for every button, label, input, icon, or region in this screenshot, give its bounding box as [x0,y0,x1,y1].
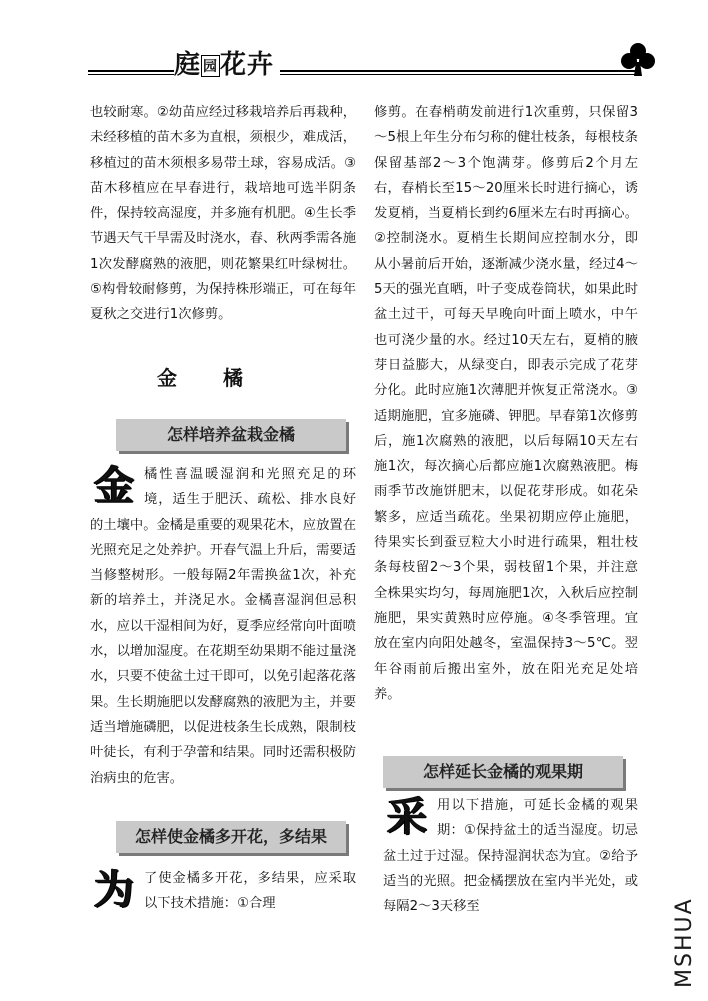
drop-cap-1: 金 [94,462,134,509]
article-title: 金橘 [157,366,289,390]
section-body-1 [90,462,356,791]
section-body-2 [90,866,356,917]
section-heading-2: 怎样使金橘多开花，多结果 [116,821,346,853]
club-icon [618,40,658,80]
title-big-char: 庭 [174,50,202,80]
section-title [174,44,274,81]
section-body-3 [383,793,638,919]
left-column-continuation [90,100,356,328]
drop-cap-2: 为 [94,866,134,913]
title-boxed-char: 园 [201,55,220,77]
title-rest: 花卉 [220,50,275,80]
section-text-3: 用以下措施，可延长金橘的观果期：①保持盆土的适当湿度。切忌盆土过于过湿。保持湿润状态为宜。②给予适当的光照。把金橘摆放在室内半光处，或每隔2～3天移至 [383,798,638,915]
header-rule-right-thin [280,74,640,75]
page-header [88,40,668,96]
right-paragraph: 修剪。在春梢萌发前进行1次重剪，只保留3～5根上年生分布匀称的健壮枝条，每根枝条保留基部2～3个饱满芽。修剪后2个月左右，春梢长至15～20厘米长时进行摘心，诱发夏梢，当夏梢长到约6厘米左右时再摘心。②控制浇水。夏梢生长期间应控制水分，即从小暑前后开始，逐渐减少浇水量，经过4～5天的强光直晒，叶子变成卷筒状，如果此时盆土过干，可每天早晚向叶面上喷水，中午也可浇少量的水。经过10天左右，夏梢的腋芽日益膨大，从绿变白，即表示完成了花芽分化。此时应施1次薄肥并恢复正常浇水。③适期施肥，宜多施磷、钾肥。早春第1次修剪后，施1次腐熟的液肥，以后每隔10天左右施1次，每次摘心后都应施1次腐熟液肥。梅雨季节改施饼肥末，以促花芽形成。如花朵繁多，应适当疏花。坐果初期应停止施肥，待果实长到蚕豆粒大小时进行疏果，粗壮枝条每枝留2～3个果，弱枝留1个果，并注意全株果实均匀，每周施肥1次，入秋后应控制施肥，果实黄熟时应停施。④冬季管理。宜放在室内向阳处越冬，室温保持3～5℃。翌年谷雨前后搬出室外，放在阳光充足处培养。 [374,105,638,702]
continuation-paragraph: 也较耐寒。②幼苗应经过移栽培养后再栽种，未经移植的苗木多为直根，须根少，难成活，移植过的苗木须根多易带土球，容易成活。③苗木移植应在早春进行，栽培地可选半阴条件，保持较高湿度，并多施有机肥。④生长季节遇天气干旱需及时浇水，春、秋两季需各施1次发酵腐熟的液肥，则花繁果红叶绿树壮。⑤构骨较耐修剪，为保持株形端正，可在每年夏秋之交进行1次修剪。 [90,105,356,323]
right-column-text [374,100,638,707]
section-text-1: 橘性喜温暖湿润和光照充足的环境，适生于肥沃、疏松、排水良好的土壤中。金橘是重要的观果花木，应放置在光照充足之处养护。开春气温上升后，需要适当修整树形。一般每隔2年需换盆1次，补充新的培养土，并浇足水。金橘喜湿润但忌积水，应以干湿相间为好，夏季应经常向叶面喷水，以增加湿度。在花期至幼果期不能过量浇水，只要不使盆土过干即可，以免引起落花落果。生长期施肥以发酵腐熟的液肥为主，并要适当增施磷肥，以促进枝条生长成熟，限制枝叶徒长，有利于孕蕾和结果。同时还需积极防治病虫的危害。 [90,467,356,786]
watermark: MSHUA [672,897,697,988]
header-rule-left [88,70,174,72]
header-rule-left-thin [88,74,174,75]
section-text-2: 了使金橘多开花，多结果，应采取以下技术措施：①合理 [144,871,356,912]
section-heading-3: 怎样延长金橘的观果期 [383,756,623,788]
section-heading-1: 怎样培养盆栽金橘 [116,419,346,451]
drop-cap-3: 采 [387,793,427,840]
header-rule-right [280,70,640,72]
